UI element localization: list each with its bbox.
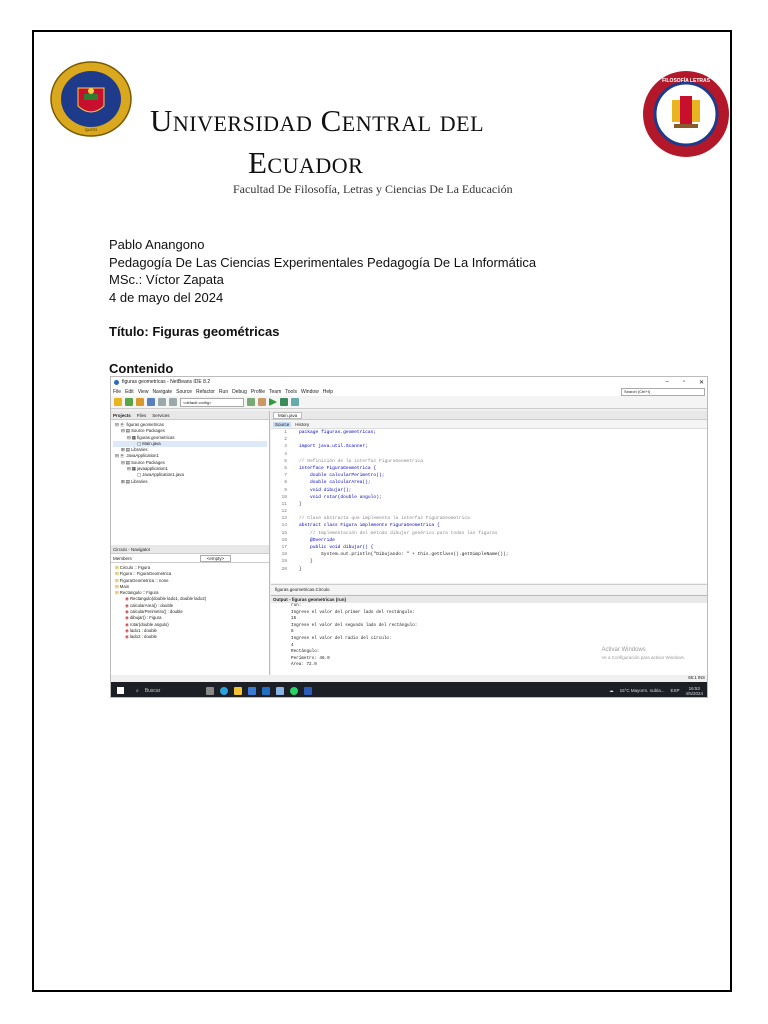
debug-icon[interactable]	[280, 398, 288, 406]
output-line: 4	[291, 642, 294, 648]
method-icon: ◉	[125, 621, 130, 627]
line-number: 3	[284, 444, 287, 450]
tree-item[interactable]: ⊟ ▤ Source Packages	[121, 459, 165, 465]
code-text: import java.util.Scanner;	[299, 444, 368, 450]
menu-refactor[interactable]: Refactor	[196, 388, 215, 395]
code-text: }	[299, 566, 302, 572]
line-number: 6	[284, 465, 287, 471]
code-text: double calcularPerimetro();	[299, 473, 385, 479]
university-seal-logo	[48, 60, 134, 138]
tree-item[interactable]: ▢ Main.java	[113, 441, 267, 447]
activate-windows-watermark: Activar Windows Ve a Configuración para activar Windows.	[601, 647, 685, 660]
method-icon: ◉	[125, 615, 130, 621]
member-item[interactable]: ◉ dibujar() : Figura	[125, 615, 162, 621]
code-line	[271, 487, 708, 494]
build-icon[interactable]	[247, 398, 255, 406]
store-icon[interactable]	[248, 687, 256, 695]
member-item[interactable]: ⊞ Rectangulo :: Figura	[115, 590, 159, 596]
windows-start-icon[interactable]	[117, 687, 124, 694]
menu-view[interactable]: View	[137, 388, 149, 395]
taskbar-icons	[206, 687, 312, 695]
projects-pane	[111, 411, 270, 675]
whatsapp-icon[interactable]	[290, 687, 298, 695]
code-line	[271, 558, 708, 565]
run-icon[interactable]	[269, 398, 277, 406]
clean-build-icon[interactable]	[258, 398, 266, 406]
menu-file[interactable]: File	[113, 388, 122, 395]
output-line: Rectángulo:	[291, 649, 320, 655]
svg-text:FILOSOFÍA LETRAS: FILOSOFÍA LETRAS	[662, 78, 710, 84]
code-text: System.out.println("Dibujando: " + this.getClass().getSimpleName());	[299, 552, 509, 558]
line-number: 17	[281, 545, 287, 550]
class-icon: ⊞	[115, 577, 120, 583]
line-number: 11	[281, 501, 287, 507]
output-line: 15	[291, 616, 297, 622]
member-item[interactable]: ⊞ FiguraGeometrica :: none	[115, 577, 169, 583]
task-view-icon[interactable]	[206, 687, 214, 695]
code-text: @Override	[299, 537, 335, 543]
tree-item[interactable]: ⊞ ▤ Libraries	[121, 478, 148, 484]
tab-files[interactable]: Files	[136, 412, 147, 418]
member-item[interactable]: ◉ rotar(double angulo)	[125, 621, 169, 627]
code-line	[271, 566, 708, 573]
output-line: Ingrese el valor del segundo lado del rectángulo:	[291, 622, 418, 628]
output-line: Ingrese el valor del primer lado del rectángulo:	[291, 609, 415, 615]
members-tree	[111, 563, 269, 643]
maximize-icon[interactable]: ▫	[682, 378, 685, 385]
projects-tabs	[111, 411, 269, 420]
line-number: 9	[284, 487, 287, 493]
members-bar	[111, 554, 269, 563]
tab-history[interactable]: History	[295, 421, 310, 427]
line-number: 2	[284, 437, 287, 443]
editor-tabs	[271, 411, 708, 420]
author-info	[109, 236, 536, 306]
career: Pedagogía De Las Ciencias Experimentales Pedagogía De La Informática	[109, 254, 537, 270]
code-line	[271, 479, 708, 486]
output-title: Output - figuras geometricas (run)	[271, 596, 708, 603]
code-line	[271, 530, 708, 537]
menu-bar	[111, 387, 707, 396]
netbeans-screenshot	[110, 376, 708, 698]
output-line: 8	[291, 629, 294, 635]
clock[interactable]: 16:53 4/5/2024	[685, 685, 703, 696]
code-line	[271, 472, 708, 479]
line-number: 12	[281, 509, 287, 515]
code-editor	[271, 411, 708, 583]
output-line: Área: 72.0	[291, 662, 317, 668]
class-icon: ⊞	[115, 590, 120, 596]
code-line	[271, 551, 708, 558]
weather-icon: ☁	[609, 687, 614, 693]
line-number: 7	[284, 473, 287, 479]
member-item[interactable]: ⊞ Figura :: FiguraGeometrica	[115, 571, 172, 577]
document-title: Título: Figuras geométricas	[109, 324, 280, 339]
line-number: 5	[284, 458, 287, 464]
app-icon	[114, 380, 119, 385]
navigator-title: Circulo - Navigator	[111, 545, 269, 554]
new-project-icon[interactable]	[114, 398, 122, 406]
menu-team[interactable]: Team	[269, 388, 282, 395]
new-file-icon[interactable]	[125, 398, 133, 406]
members-filter-select[interactable]: <empty>	[200, 555, 232, 562]
line-number: 20	[281, 566, 287, 572]
code-line	[271, 443, 708, 450]
members-label: Members	[113, 555, 132, 561]
menu-source[interactable]: Source	[176, 388, 193, 395]
author-name: Pablo Anangono	[109, 237, 205, 252]
code-text: public void dibujar() {	[299, 545, 374, 550]
project-tree	[111, 420, 269, 487]
menu-tools[interactable]: Tools	[285, 388, 297, 395]
code-text: }	[299, 559, 313, 565]
method-icon: ◉	[125, 634, 130, 640]
mail-icon[interactable]	[262, 687, 270, 695]
menu-edit[interactable]: Edit	[125, 388, 134, 395]
line-number: 13	[281, 516, 287, 522]
teacher: MSc.: Víctor Zapata	[109, 272, 224, 287]
method-icon: ◉	[125, 602, 130, 608]
code-line	[271, 451, 708, 458]
code-line	[271, 465, 708, 472]
window-titlebar	[111, 377, 707, 387]
member-item[interactable]: ◉ calcularArea() : double	[125, 602, 174, 608]
line-number: 16	[281, 537, 287, 543]
language-indicator[interactable]: ESP	[670, 688, 680, 693]
open-icon[interactable]	[136, 398, 144, 406]
status-bar: 65:1 INS	[111, 675, 708, 682]
class-icon: ⊞	[115, 583, 120, 589]
menu-navigate[interactable]: Navigate	[152, 388, 173, 395]
method-icon: ◉	[125, 627, 130, 633]
member-item[interactable]: ◉ Rectangulo(double lado1, double lado2)	[125, 596, 207, 602]
code-line	[271, 508, 708, 515]
tree-item[interactable]: ⊟ ▤ Source Packages	[121, 428, 165, 434]
code-text: // Clase abstracta que implementa la interfaz FiguraGeometrica	[299, 516, 470, 522]
code-text: package figuras.geometricas;	[299, 430, 377, 435]
word-icon[interactable]	[304, 687, 312, 695]
code-line	[271, 544, 708, 551]
code-line	[271, 429, 708, 436]
code-line	[271, 522, 708, 529]
line-number: 1	[284, 430, 287, 435]
menu-window[interactable]: Window	[300, 388, 319, 395]
tab-projects[interactable]: Projects	[113, 412, 131, 418]
member-item[interactable]: ⊞ Main	[115, 583, 130, 589]
line-number: 4	[284, 451, 287, 457]
method-icon: ◉	[125, 609, 130, 615]
member-item[interactable]: ◉ lado2 : double	[125, 634, 157, 640]
class-icon: ⊞	[115, 571, 120, 577]
window-title: figuras geometricas - NetBeans IDE 8.2	[122, 379, 211, 385]
section-heading: Contenido	[109, 361, 174, 376]
source-history-bar	[271, 420, 708, 429]
date: 4 de mayo del 2024	[109, 289, 224, 305]
class-icon: ⊞	[115, 565, 120, 570]
minimize-icon[interactable]: –	[665, 378, 669, 385]
ide-search-input[interactable]: Search (Ctrl+I)	[621, 388, 705, 396]
code-text: void dibujar();	[299, 487, 352, 493]
code-text: interface FiguraGeometrica {	[299, 465, 377, 471]
university-title-line2: Ecuador	[248, 145, 364, 180]
menu-profile[interactable]: Profile	[250, 388, 266, 395]
university-title-line1: Universidad Central del	[150, 103, 485, 138]
menu-run[interactable]: Run	[218, 388, 229, 395]
undo-icon[interactable]	[158, 398, 166, 406]
output-line: Perímetro: 46.0	[291, 655, 330, 661]
system-tray	[609, 686, 703, 696]
line-number: 14	[281, 523, 287, 529]
code-text: // Implementación del método dibujar genérico para todas las figuras	[299, 530, 498, 536]
toolbar	[111, 396, 707, 409]
save-icon[interactable]	[147, 398, 155, 406]
tree-item[interactable]: ⊞ ▤ Libraries	[121, 447, 148, 453]
code-line	[271, 537, 708, 544]
taskbar-search[interactable]: Buscar	[144, 687, 161, 694]
menu-debug[interactable]: Debug	[232, 388, 247, 395]
weather-text[interactable]: 15°C Mayorm. nubla...	[619, 688, 665, 693]
tree-item[interactable]: ▢ JavaApplication1.java	[137, 472, 184, 478]
method-icon: ◉	[125, 596, 130, 602]
svg-text:QUITO: QUITO	[84, 127, 98, 132]
tab-main-java[interactable]: Main.java	[273, 412, 302, 419]
code-text: void rotar(double angulo);	[299, 494, 382, 500]
output-line: Ingrese el valor del radio del círculo:	[291, 635, 392, 641]
member-item[interactable]: ◉ calcularPerimetro() : double	[125, 609, 183, 615]
navigator-pane	[111, 545, 269, 643]
code-text: // Definición de la interfaz FiguraGeometrica	[299, 458, 424, 464]
tab-services[interactable]: Services	[152, 412, 170, 418]
tree-item[interactable]: ⊟ ☕ JavaApplication1	[115, 453, 159, 459]
member-item[interactable]: ⊞ Circulo :: Figura	[115, 565, 151, 570]
config-select[interactable]: <default config>	[180, 398, 244, 407]
code-area[interactable]	[271, 429, 708, 573]
line-number: 19	[281, 559, 287, 565]
code-line	[271, 501, 708, 508]
tree-item[interactable]: ⊟ ☕ figuras geometricas	[115, 422, 164, 427]
line-number: 15	[281, 530, 287, 536]
code-text: double calcularArea();	[299, 480, 371, 486]
code-line	[271, 436, 708, 443]
edge-icon[interactable]	[220, 687, 228, 695]
code-line	[271, 458, 708, 465]
code-text: abstract class Figura implements FiguraGeometrica {	[299, 523, 440, 529]
code-line	[271, 515, 708, 522]
faculty-seal-logo	[640, 70, 732, 158]
explorer-icon[interactable]	[234, 687, 242, 695]
code-text: }	[299, 501, 302, 507]
university-title	[150, 100, 484, 184]
line-number: 18	[281, 552, 287, 558]
faculty-name: Facultad De Filosofía, Letras y Ciencias De La Educación	[233, 182, 513, 196]
redo-icon[interactable]	[169, 398, 177, 406]
breadcrumb: figuras.geometricas.Circulo	[271, 584, 708, 594]
profile-icon[interactable]	[291, 398, 299, 406]
line-number: 8	[284, 480, 287, 486]
tab-source[interactable]: Source	[275, 421, 290, 427]
code-line	[271, 494, 708, 501]
netbeans-icon[interactable]	[276, 687, 284, 695]
menu-help[interactable]: Help	[322, 388, 334, 395]
tree-item[interactable]: ⊟ ▦ javaapplication1	[127, 466, 168, 472]
tree-item[interactable]: ⊟ ▦ figuras.geometricas	[127, 434, 175, 440]
output-pane	[271, 595, 708, 676]
close-icon[interactable]: ✕	[698, 379, 704, 386]
search-icon: ⌕	[136, 687, 139, 694]
member-item[interactable]: ◉ lado1 : double	[125, 627, 157, 633]
line-number: 10	[281, 494, 287, 500]
output-line: run:	[291, 603, 302, 608]
windows-taskbar	[111, 682, 708, 698]
